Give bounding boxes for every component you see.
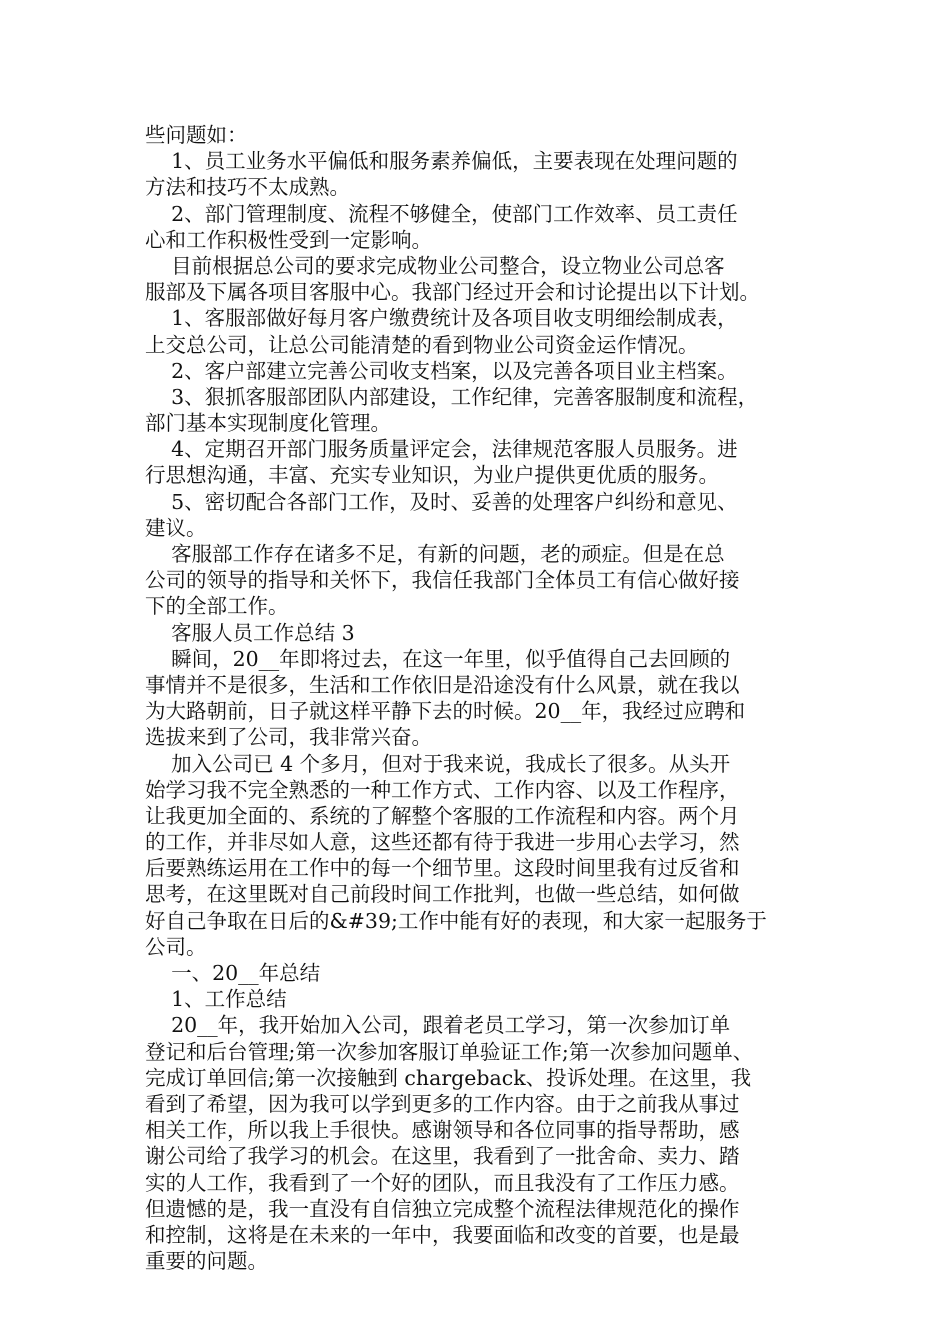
text-line: 谢公司给了我学习的机会。在这里，我看到了一批舍命、卖力、踏	[145, 1144, 740, 1169]
text-line: 登记和后台管理;第一次参加客服订单验证工作;第一次参加问题单、	[145, 1039, 754, 1064]
text-line: 实的人工作，我看到了一个好的团队，而且我没有了工作压力感。	[145, 1170, 740, 1195]
text-line: 心和工作积极性受到一定影响。	[145, 227, 432, 252]
text-line: 上交总公司，让总公司能清楚的看到物业公司资金运作情况。	[145, 332, 699, 357]
text-line: 1、客服部做好每月客户缴费统计及各项目收支明细绘制成表，	[145, 306, 738, 331]
text-line: 5、密切配合各部门工作，及时、妥善的处理客户纠纷和意见、	[145, 489, 738, 514]
text-line: 的工作，并非尽如人意，这些还都有待于我进一步用心去学习，然	[145, 830, 740, 855]
text-line: 2、客户部建立完善公司收支档案，以及完善各项目业主档案。	[145, 358, 738, 383]
text-line: 目前根据总公司的要求完成物业公司整合，设立物业公司总客	[145, 253, 725, 278]
text-line: 让我更加全面的、系统的了解整个客服的工作流程和内容。两个月	[145, 803, 740, 828]
text-line: 完成订单回信;第一次接触到 chargeback、投诉处理。在这里，我	[145, 1065, 752, 1090]
text-line: 一、20__年总结	[145, 961, 321, 985]
text-line: 选拔来到了公司，我非常兴奋。	[145, 725, 432, 750]
text-line: 看到了希望，因为我可以学到更多的工作内容。由于之前我从事过	[145, 1091, 740, 1116]
text-line: 好自己争取在日后的&#39;工作中能有好的表现，和大家一起服务于	[145, 908, 767, 933]
text-line: 事情并不是很多，生活和工作依旧是沿途没有什么风景，就在我以	[145, 672, 740, 697]
text-line: 客服部工作存在诸多不足，有新的问题，老的顽症。但是在总	[145, 542, 725, 566]
text-line: 思考，在这里既对自己前段时间工作批判，也做一些总结，如何做	[145, 882, 740, 907]
text-line: 些问题如：	[145, 123, 248, 147]
text-line: 4、定期召开部门服务质量评定会，法律规范客服人员服务。进	[145, 437, 738, 462]
text-line: 和控制，这将是在未来的一年中，我要面临和改变的首要，也是最	[145, 1222, 740, 1247]
text-line: 加入公司已 4 个多月，但对于我来说，我成长了很多。从头开	[145, 751, 731, 776]
text-line: 下的全部工作。	[145, 594, 289, 619]
text-line: 1、员工业务水平偏低和服务素养偏低，主要表现在处理问题的	[145, 149, 738, 174]
text-line: 但遗憾的是，我一直没有自信独立完成整个流程法律规范化的操作	[145, 1196, 740, 1221]
text-line: 1、工作总结	[145, 987, 287, 1012]
text-line: 公司的领导的指导和关怀下，我信任我部门全体员工有信心做好接	[145, 568, 740, 593]
text-line: 方法和技巧不太成熟。	[145, 175, 350, 200]
text-line: 公司。	[145, 934, 207, 959]
text-line: 部门基本实现制度化管理。	[145, 411, 391, 436]
text-line: 始学习我不完全熟悉的一种工作方式、工作内容、以及工作程序，	[145, 777, 740, 802]
text-line: 瞬间，20__年即将过去，在这一年里，似乎值得自己去回顾的	[145, 646, 731, 671]
text-line: 建议。	[145, 515, 207, 540]
text-line: 行思想沟通，丰富、充实专业知识，为业户提供更优质的服务。	[145, 463, 719, 488]
body-text	[145, 122, 810, 1274]
text-line: 重要的问题。	[145, 1249, 268, 1274]
text-line: 后要熟练运用在工作中的每一个细节里。这段时间里我有过反省和	[145, 856, 740, 881]
text-line: 为大路朝前，日子就这样平静下去的时候。20__年，我经过应聘和	[145, 699, 746, 724]
text-line: 20__年，我开始加入公司，跟着老员工学习，第一次参加订单	[145, 1013, 731, 1038]
text-line: 3、狠抓客服部团队内部建设，工作纪律，完善客服制度和流程，	[145, 384, 759, 409]
text-line: 服部及下属各项目客服中心。我部门经过开会和讨论提出以下计划。	[145, 280, 760, 305]
text-line: 2、部门管理制度、流程不够健全，使部门工作效率、员工责任	[145, 201, 738, 226]
text-line: 客服人员工作总结 3	[145, 620, 355, 645]
text-line: 相关工作，所以我上手很快。感谢领导和各位同事的指导帮助，感	[145, 1118, 740, 1143]
